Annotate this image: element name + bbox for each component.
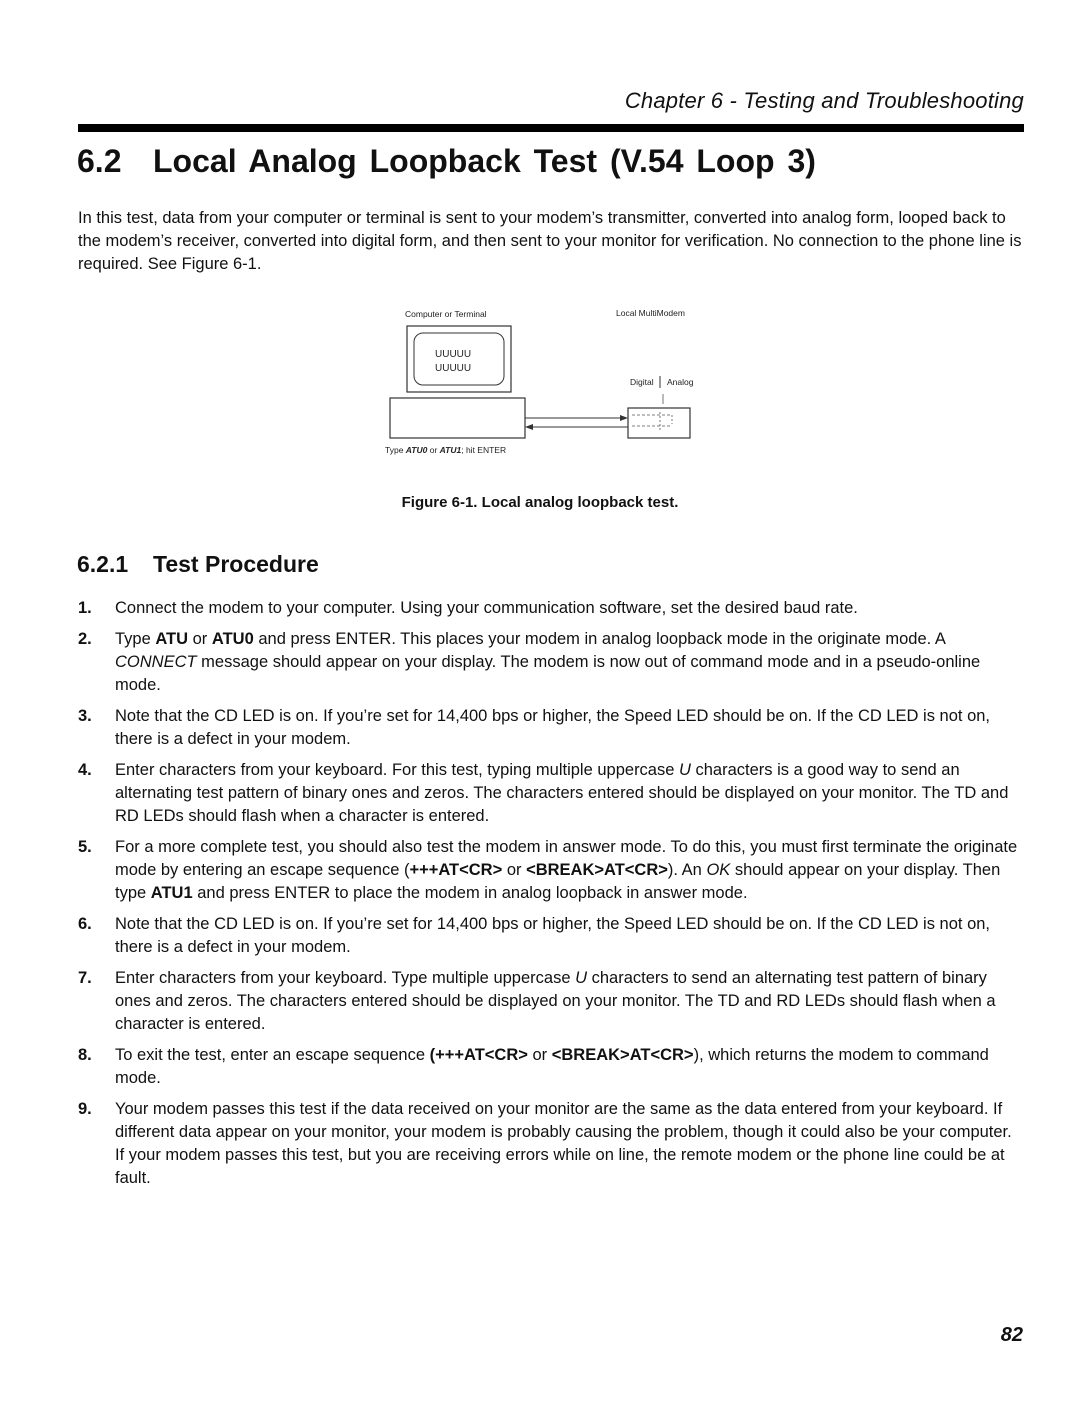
step-text-run: For a more complete test, you should also test the modem in answer mode. To do this, you must first terminate the originate mode by entering an escape sequence ( — [115, 838, 1018, 879]
step-text — [115, 836, 1024, 905]
step-number: 7. — [78, 969, 92, 987]
step-text-run: Your modem passes this test if the data received on your monitor are the same as the data entered from your keyboard. If different data appear on your monitor, your modem is probably causing the problem, though it could also be your computer. If your modem passes this test, but you are receiving errors while on line, the remote modem or the phone line could be at fault. — [115, 1100, 1012, 1187]
step-command: +++AT<CR> — [409, 861, 503, 879]
procedure-step — [78, 1044, 1024, 1090]
step-text — [115, 967, 1024, 1036]
screen-line-1: UUUUU — [435, 349, 472, 360]
step-number: 1. — [78, 599, 92, 617]
loopback-diagram — [380, 300, 720, 465]
step-command: <BREAK>AT<CR> — [526, 861, 668, 879]
step-text-run: message should appear on your display. The modem is now out of command mode and in a pseudo-online mode. — [115, 653, 981, 694]
subsection-title-text: Test Procedure — [153, 551, 319, 577]
step-text-run: ). An — [667, 861, 707, 879]
procedure-step — [78, 705, 1024, 751]
step-text-run: and press ENTER to place the modem in analog loopback in answer mode. — [192, 884, 748, 902]
subsection-number: 6.2.1 — [77, 551, 129, 577]
modem-box — [628, 408, 690, 438]
loopback-diagram-svg — [380, 300, 720, 465]
section-title — [77, 143, 816, 180]
step-text — [115, 1044, 1024, 1090]
section-title-text: Local Analog Loopback Test (V.54 Loop 3) — [153, 143, 816, 179]
step-emphasis: CONNECT — [115, 653, 197, 671]
step-text-run: characters is a good way to send an alternating test pattern of binary ones and zeros. The characters entered should be displayed on your monitor. The TD and RD LEDs should flash when a character is entered. — [115, 761, 1009, 825]
step-emphasis: U — [575, 969, 588, 987]
step-emphasis: U — [679, 761, 691, 779]
arrow-to-modem-head — [620, 415, 628, 421]
subsection-title — [77, 551, 319, 578]
chapter-header: Chapter 6 - Testing and Troubleshooting — [624, 88, 1024, 113]
figure-instruction: Type ATU0 or ATU1; hit ENTER — [385, 445, 507, 455]
step-command: (+++AT<CR> — [429, 1046, 528, 1064]
step-number: 8. — [78, 1046, 92, 1064]
procedure-step — [78, 597, 1024, 620]
procedure-step — [78, 967, 1024, 1036]
figure-caption-label[interactable]: Figure 6-1. — [401, 494, 478, 511]
step-text — [115, 705, 1024, 751]
step-number: 2. — [78, 630, 92, 648]
step-text — [115, 913, 1024, 959]
step-text — [115, 597, 1024, 620]
figure-caption-text: Local analog loopback test. — [477, 494, 679, 511]
step-text-run: or — [188, 630, 212, 648]
step-command: ATU0 — [211, 630, 254, 648]
page-number: 82 — [1000, 1324, 1023, 1346]
step-text-run: Enter characters from your keyboard. Type multiple uppercase — [115, 969, 576, 987]
step-text-run: Note that the CD LED is on. If you’re set for 14,400 bps or higher, the Speed LED should be on. If the CD LED is not on, there is a defect in your modem. — [115, 707, 991, 748]
label-digital: Digital — [630, 377, 654, 387]
step-command: ATU1 — [150, 884, 193, 902]
step-text-run: Note that the CD LED is on. If you’re set for 14,400 bps or higher, the Speed LED should be on. If the CD LED is not on, there is a defect in your modem. — [115, 915, 991, 956]
step-number: 6. — [78, 915, 92, 933]
procedure-step — [78, 628, 1024, 697]
procedure-step — [78, 913, 1024, 959]
step-number: 9. — [78, 1100, 92, 1118]
step-text-run: and press ENTER. This places your modem in analog loopback mode in the originate mode. A — [253, 630, 946, 648]
procedure-step — [78, 1098, 1024, 1190]
step-text-run: characters to send an alternating test pattern of binary ones and zeros. The characters entered should be displayed on your monitor. The TD and RD LEDs should flash when a character is entered. — [115, 969, 996, 1033]
section-number: 6.2 — [77, 143, 122, 179]
intro-paragraph: In this test, data from your computer or terminal is sent to your modem’s transmitter, converted into analog form, looped back to the modem’s receiver, converted into digital form, and then sent to your monitor for verification. No connection to the phone line is required. See Figure 6-1. — [78, 209, 1022, 273]
step-text — [115, 759, 1024, 828]
step-text-run: should appear on your display. Then type — [115, 861, 1001, 902]
step-text-run: Connect the modem to your computer. Using your communication software, set the desired baud rate. — [115, 599, 858, 617]
step-command: ATU — [155, 630, 189, 648]
step-number: 3. — [78, 707, 92, 725]
keyboard — [390, 398, 525, 438]
step-text-run: ), which returns the modem to command mode. — [115, 1046, 989, 1087]
step-text-run: Enter characters from your keyboard. For this test, typing multiple uppercase — [115, 761, 679, 779]
step-text-run: or — [502, 861, 527, 879]
procedure-step — [78, 759, 1024, 828]
step-text-run: or — [527, 1046, 552, 1064]
step-text — [115, 628, 1024, 697]
step-number: 4. — [78, 761, 92, 779]
step-number: 5. — [78, 838, 92, 856]
step-text-run: To exit the test, enter an escape sequence — [115, 1046, 430, 1064]
step-emphasis: OK — [706, 861, 731, 879]
arrow-to-computer-head — [525, 424, 533, 430]
screen-line-2: UUUUU — [435, 363, 472, 374]
header-rule — [78, 124, 1024, 132]
procedure-step — [78, 836, 1024, 905]
step-text-run: Type — [115, 630, 156, 648]
label-analog: Analog — [667, 377, 694, 387]
step-command: <BREAK>AT<CR> — [551, 1046, 694, 1064]
procedure-steps — [78, 597, 1024, 1198]
label-modem: Local MultiModem — [616, 308, 685, 318]
step-text — [115, 1098, 1024, 1190]
label-computer: Computer or Terminal — [405, 309, 487, 319]
figure-caption — [0, 494, 1080, 511]
